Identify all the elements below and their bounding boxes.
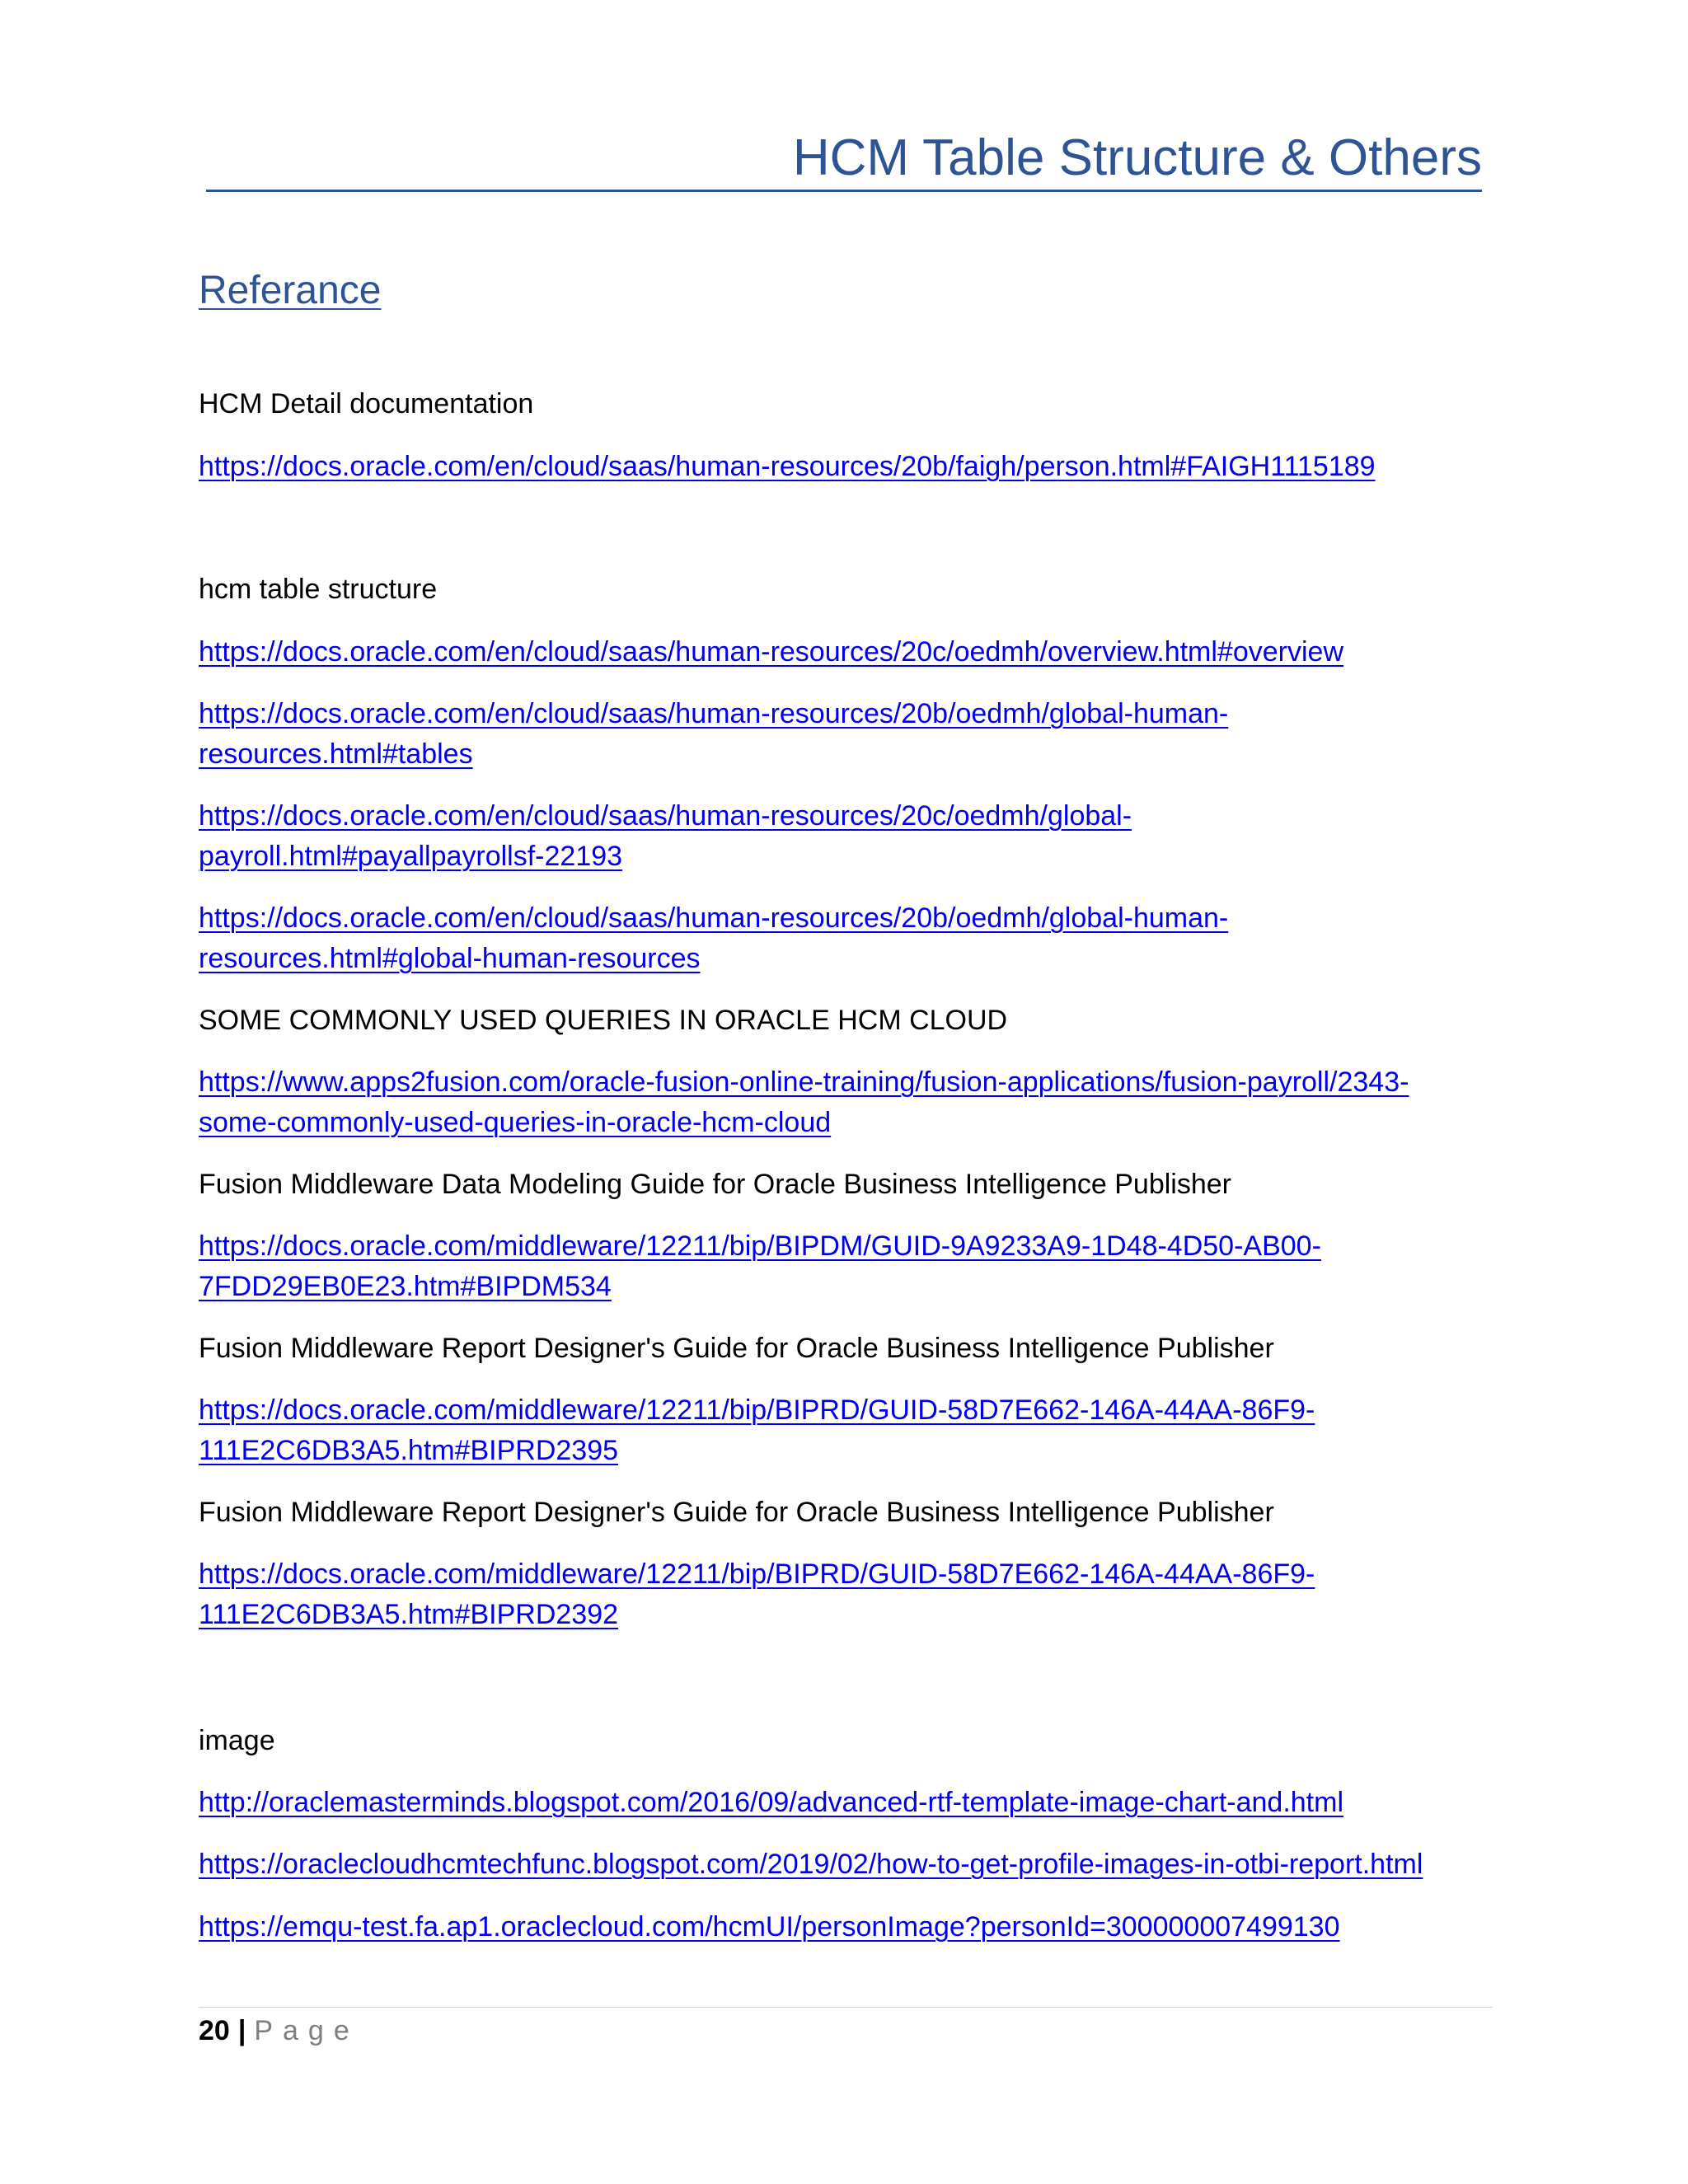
reference-label: HCM Detail documentation — [199, 388, 534, 419]
link-line: https://docs.oracle.com/en/cloud/saas/human-resources/20b/faigh/person.html#FAIGH1115189 — [199, 451, 1376, 482]
reference-link[interactable] — [199, 1554, 1484, 1635]
link-line: payroll.html#payallpayrollsf-22193 — [199, 841, 623, 872]
reference-link[interactable] — [199, 1390, 1484, 1471]
link-line: some-commonly-used-queries-in-oracle-hcm-cloud — [199, 1107, 832, 1138]
reference-link[interactable] — [199, 1844, 1484, 1885]
page-word: Page — [254, 2015, 359, 2046]
link-line: 111E2C6DB3A5.htm#BIPRD2392 — [199, 1599, 619, 1630]
link-line: http://oraclemasterminds.blogspot.com/2016/09/advanced-rtf-template-image-chart-and.html — [199, 1787, 1344, 1818]
link-line: https://docs.oracle.com/en/cloud/saas/human-resources/20b/oedmh/global-human- — [199, 902, 1229, 934]
reference-link[interactable] — [199, 898, 1484, 979]
link-line: https://oraclecloudhcmtechfunc.blogspot.com/2019/02/how-to-get-profile-images-in-otbi-report.html — [199, 1849, 1423, 1880]
page-number: 20 — [199, 2015, 230, 2046]
reference-link[interactable] — [199, 1226, 1484, 1307]
reference-link[interactable] — [199, 694, 1484, 775]
reference-link[interactable] — [199, 632, 1484, 673]
link-line: https://www.apps2fusion.com/oracle-fusion-online-training/fusion-applications/fusion-payroll/2343- — [199, 1066, 1409, 1098]
section-heading: Referance — [199, 269, 382, 312]
page-footer — [199, 2011, 359, 2050]
link-line: https://docs.oracle.com/middleware/12211/bip/BIPDM/GUID-9A9233A9-1D48-4D50-AB00- — [199, 1230, 1321, 1262]
footer-separator: | — [237, 2015, 246, 2046]
reference-link[interactable] — [199, 1062, 1484, 1143]
reference-label: Fusion Middleware Data Modeling Guide for Oracle Business Intelligence Publisher — [199, 1169, 1231, 1200]
footer-divider — [199, 2007, 1493, 2008]
link-line: resources.html#tables — [199, 738, 473, 770]
reference-link[interactable] — [199, 447, 1484, 487]
reference-label: Fusion Middleware Report Designer's Guide for Oracle Business Intelligence Publisher — [199, 1497, 1274, 1528]
link-line: https://docs.oracle.com/en/cloud/saas/human-resources/20b/oedmh/global-human- — [199, 698, 1229, 729]
reference-label: hcm table structure — [199, 574, 438, 605]
page-header-title: HCM Table Structure & Others — [792, 129, 1482, 186]
link-line: https://docs.oracle.com/en/cloud/saas/human-resources/20c/oedmh/overview.html#overview — [199, 636, 1344, 668]
link-line: https://docs.oracle.com/middleware/12211/bip/BIPRD/GUID-58D7E662-146A-44AA-86F9- — [199, 1394, 1315, 1426]
reference-label: Fusion Middleware Report Designer's Guide for Oracle Business Intelligence Publisher — [199, 1333, 1274, 1364]
link-line: https://emqu-test.fa.ap1.oraclecloud.com/hcmUI/personImage?personId=300000007499130 — [199, 1911, 1340, 1943]
reference-label: SOME COMMONLY USED QUERIES IN ORACLE HCM CLOUD — [199, 1005, 1008, 1036]
link-line: 111E2C6DB3A5.htm#BIPRD2395 — [199, 1435, 619, 1466]
reference-link[interactable] — [199, 1783, 1484, 1823]
reference-link[interactable] — [199, 1907, 1484, 1947]
link-line: resources.html#global-human-resources — [199, 943, 701, 974]
header-divider — [206, 190, 1482, 192]
reference-link[interactable] — [199, 796, 1484, 877]
link-line: 7FDD29EB0E23.htm#BIPDM534 — [199, 1271, 612, 1302]
reference-label: image — [199, 1725, 275, 1756]
link-line: https://docs.oracle.com/middleware/12211/bip/BIPRD/GUID-58D7E662-146A-44AA-86F9- — [199, 1558, 1315, 1590]
link-line: https://docs.oracle.com/en/cloud/saas/human-resources/20c/oedmh/global- — [199, 800, 1132, 832]
